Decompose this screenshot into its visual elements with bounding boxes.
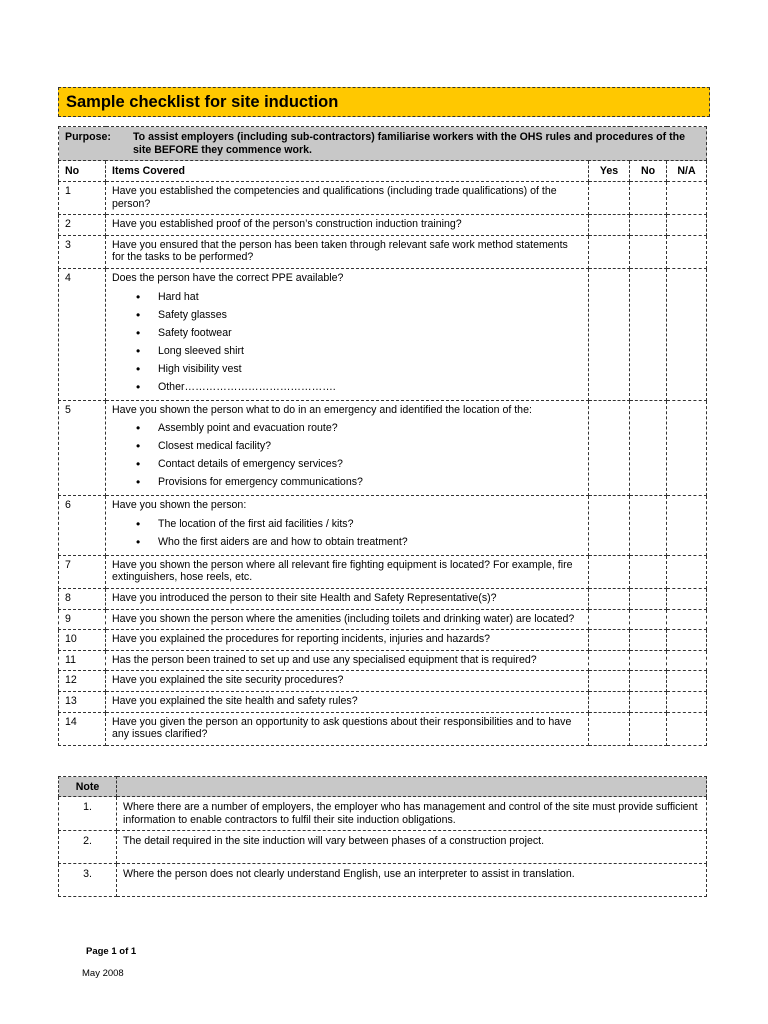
yes-checkbox-cell[interactable] <box>589 400 630 496</box>
na-checkbox-cell[interactable] <box>667 235 707 268</box>
note-number: 2. <box>59 831 117 864</box>
header-no-answer: No <box>630 161 667 182</box>
yes-checkbox-cell[interactable] <box>589 650 630 671</box>
bullet-item: • Long sleeved shirt <box>112 342 582 360</box>
no-checkbox-cell[interactable] <box>630 400 667 496</box>
row-number: 8 <box>59 588 106 609</box>
note-text: The detail required in the site induction will vary between phases of a construction project. <box>117 831 707 864</box>
bullet-item: • Closest medical facility? <box>112 437 582 455</box>
note-row <box>59 831 707 864</box>
bullet-list <box>112 515 582 551</box>
row-item <box>106 712 589 745</box>
yes-checkbox-cell[interactable] <box>589 671 630 692</box>
na-checkbox-cell[interactable] <box>667 630 707 651</box>
yes-checkbox-cell[interactable] <box>589 555 630 588</box>
header-no: No <box>59 161 106 182</box>
row-item <box>106 555 589 588</box>
checklist-table <box>58 126 707 746</box>
table-row <box>59 588 707 609</box>
row-item <box>106 400 589 496</box>
row-item <box>106 588 589 609</box>
bullet-item: • Safety glasses <box>112 306 582 324</box>
purpose-label: Purpose: <box>65 131 111 143</box>
row-item <box>106 650 589 671</box>
row-item <box>106 235 589 268</box>
row-item-text: Have you shown the person where the amenities (including toilets and drinking water) are located? <box>112 612 575 625</box>
bullet-list <box>112 288 582 396</box>
page-number: Page 1 of 1 <box>86 946 137 957</box>
note-number: 1. <box>59 797 117 831</box>
no-checkbox-cell[interactable] <box>630 268 667 400</box>
no-checkbox-cell[interactable] <box>630 691 667 712</box>
note-row <box>59 797 707 831</box>
header-na: N/A <box>667 161 707 182</box>
note-row <box>59 864 707 897</box>
no-checkbox-cell[interactable] <box>630 496 667 556</box>
table-row <box>59 712 707 745</box>
table-row <box>59 630 707 651</box>
bullet-item: • Other……………………………………. <box>112 378 582 396</box>
na-checkbox-cell[interactable] <box>667 588 707 609</box>
note-text: Where there are a number of employers, the employer who has management and control of the site must provide sufficient information to enable contractors to fulfil their site induction obligations. <box>117 797 707 831</box>
table-row <box>59 650 707 671</box>
bullet-item: • Hard hat <box>112 288 582 306</box>
row-item <box>106 496 589 556</box>
na-checkbox-cell[interactable] <box>667 496 707 556</box>
row-item-text: Have you given the person an opportunity to ask questions about their responsibilities and to have any issues clarified? <box>112 715 572 741</box>
document-title: Sample checklist for site induction <box>66 92 339 111</box>
row-number: 12 <box>59 671 106 692</box>
row-number: 3 <box>59 235 106 268</box>
na-checkbox-cell[interactable] <box>667 691 707 712</box>
notes-header-row <box>59 777 707 797</box>
row-item-text: Have you shown the person where all relevant fire fighting equipment is located? For example, fire extinguishers, hose reels, etc. <box>112 558 573 584</box>
row-item-text: Have you explained the procedures for reporting incidents, injuries and hazards? <box>112 633 491 646</box>
row-item-text: Have you introduced the person to their site Health and Safety Representative(s)? <box>112 591 497 604</box>
bullet-item: • Safety footwear <box>112 324 582 342</box>
row-item <box>106 609 589 630</box>
row-item-text: Have you explained the site security procedures? <box>112 674 344 687</box>
no-checkbox-cell[interactable] <box>630 712 667 745</box>
na-checkbox-cell[interactable] <box>667 215 707 236</box>
row-item <box>106 182 589 215</box>
row-number: 13 <box>59 691 106 712</box>
bullet-item: • Contact details of emergency services? <box>112 455 582 473</box>
no-checkbox-cell[interactable] <box>630 182 667 215</box>
na-checkbox-cell[interactable] <box>667 182 707 215</box>
na-checkbox-cell[interactable] <box>667 671 707 692</box>
yes-checkbox-cell[interactable] <box>589 609 630 630</box>
row-item <box>106 268 589 400</box>
yes-checkbox-cell[interactable] <box>589 215 630 236</box>
yes-checkbox-cell[interactable] <box>589 712 630 745</box>
notes-table <box>58 776 707 897</box>
purpose-row <box>59 127 707 161</box>
row-item-text: Have you explained the site health and safety rules? <box>112 694 358 707</box>
row-item-text: Has the person been trained to set up and use any specialised equipment that is required? <box>112 653 537 666</box>
yes-checkbox-cell[interactable] <box>589 691 630 712</box>
bullet-item: • The location of the first aid facilities / kits? <box>112 515 582 533</box>
row-number: 2 <box>59 215 106 236</box>
row-item <box>106 215 589 236</box>
table-row <box>59 268 707 400</box>
row-number: 1 <box>59 182 106 215</box>
note-number: 3. <box>59 864 117 897</box>
row-number: 5 <box>59 400 106 496</box>
no-checkbox-cell[interactable] <box>630 609 667 630</box>
header-yes: Yes <box>589 161 630 182</box>
bullet-item: • High visibility vest <box>112 360 582 378</box>
table-row <box>59 671 707 692</box>
row-item-text: Have you shown the person: <box>112 499 247 512</box>
na-checkbox-cell[interactable] <box>667 609 707 630</box>
no-checkbox-cell[interactable] <box>630 588 667 609</box>
row-number: 9 <box>59 609 106 630</box>
table-row <box>59 609 707 630</box>
table-row <box>59 235 707 268</box>
header-items-covered: Items Covered <box>106 161 589 182</box>
no-checkbox-cell[interactable] <box>630 671 667 692</box>
na-checkbox-cell[interactable] <box>667 400 707 496</box>
bullet-list <box>112 419 582 491</box>
table-row <box>59 555 707 588</box>
table-row <box>59 496 707 556</box>
no-checkbox-cell[interactable] <box>630 235 667 268</box>
row-item-text: Have you established proof of the person’s construction induction training? <box>112 218 462 231</box>
row-number: 4 <box>59 268 106 400</box>
document-date: May 2008 <box>82 968 124 979</box>
row-item <box>106 630 589 651</box>
na-checkbox-cell[interactable] <box>667 650 707 671</box>
row-number: 6 <box>59 496 106 556</box>
bullet-item: • Assembly point and evacuation route? <box>112 419 582 437</box>
table-row <box>59 691 707 712</box>
table-row <box>59 400 707 496</box>
row-item <box>106 671 589 692</box>
no-checkbox-cell[interactable] <box>630 650 667 671</box>
notes-header-blank <box>117 777 707 797</box>
yes-checkbox-cell[interactable] <box>589 588 630 609</box>
yes-checkbox-cell[interactable] <box>589 235 630 268</box>
row-number: 10 <box>59 630 106 651</box>
no-checkbox-cell[interactable] <box>630 215 667 236</box>
table-row <box>59 182 707 215</box>
row-number: 7 <box>59 555 106 588</box>
yes-checkbox-cell[interactable] <box>589 630 630 651</box>
table-row <box>59 215 707 236</box>
purpose-cell <box>59 127 707 161</box>
yes-checkbox-cell[interactable] <box>589 496 630 556</box>
no-checkbox-cell[interactable] <box>630 555 667 588</box>
no-checkbox-cell[interactable] <box>630 630 667 651</box>
bullet-item: • Who the first aiders are and how to obtain treatment? <box>112 533 582 551</box>
purpose-text: To assist employers (including sub-contractors) familiarise workers with the OHS rules and procedures of the site BEFORE they commence work. <box>133 131 685 156</box>
row-item-text: Have you shown the person what to do in an emergency and identified the location of the: <box>112 403 532 416</box>
row-item-text: Have you established the competencies and qualifications (including trade qualifications) of the person? <box>112 185 557 210</box>
na-checkbox-cell[interactable] <box>667 712 707 745</box>
row-number: 14 <box>59 712 106 745</box>
bullet-item: • Provisions for emergency communications? <box>112 473 582 491</box>
row-item-text: Have you ensured that the person has been taken through relevant safe work method statements for the tasks to be performed? <box>112 238 568 264</box>
document-title-bar <box>58 87 710 117</box>
notes-header: Note <box>59 777 117 797</box>
na-checkbox-cell[interactable] <box>667 268 707 400</box>
row-item-text: Does the person have the correct PPE available? <box>112 271 344 284</box>
row-number: 11 <box>59 650 106 671</box>
note-text: Where the person does not clearly understand English, use an interpreter to assist in translation. <box>117 864 707 897</box>
row-item <box>106 691 589 712</box>
yes-checkbox-cell[interactable] <box>589 268 630 400</box>
na-checkbox-cell[interactable] <box>667 555 707 588</box>
table-header-row <box>59 161 707 182</box>
yes-checkbox-cell[interactable] <box>589 182 630 215</box>
